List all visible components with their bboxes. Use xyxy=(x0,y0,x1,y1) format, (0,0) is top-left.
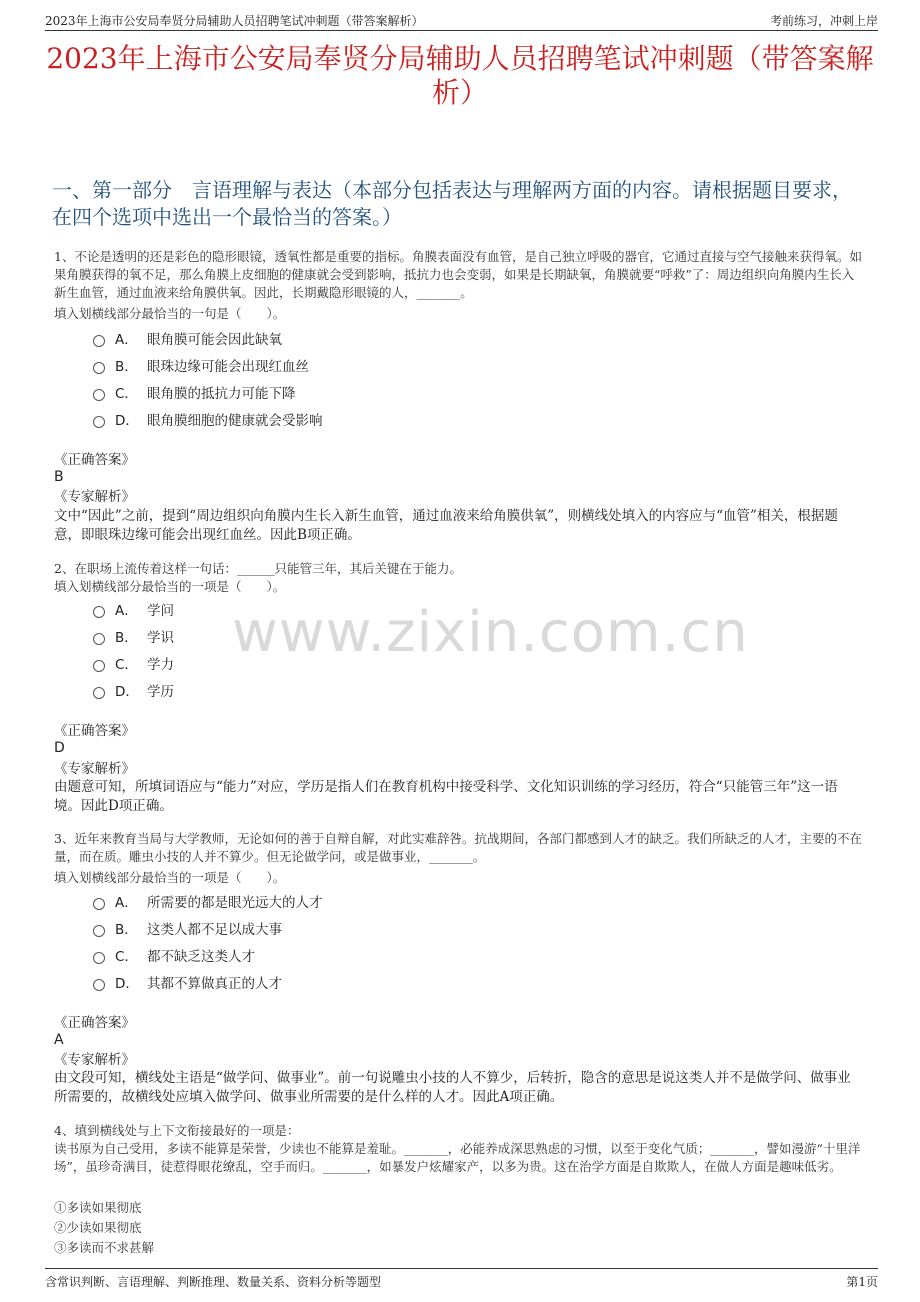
header-slogan: 考前练习，冲刺上岸 xyxy=(769,14,878,28)
radio-icon[interactable] xyxy=(93,979,105,991)
question-1-option-c[interactable] xyxy=(93,382,296,402)
question-1-option-b[interactable] xyxy=(93,355,309,375)
radio-icon[interactable] xyxy=(93,362,105,374)
radio-icon[interactable] xyxy=(93,898,105,910)
option-letter: C． xyxy=(115,949,138,965)
question-3-option-d[interactable] xyxy=(93,972,282,992)
question-3-answer: A xyxy=(54,1032,64,1048)
option-text: 这类人都不足以成大事 xyxy=(147,922,282,938)
question-2-stem: 2、在职场上流传着这样一句话：______只能管三年，其后关键在于能力。 xyxy=(54,561,462,576)
option-text: 眼角膜细胞的健康就会受影响 xyxy=(147,413,323,429)
question-1-analysis-label: 《专家解析》 xyxy=(54,489,135,505)
question-2-option-c[interactable] xyxy=(93,653,174,673)
question-4-item-3: ③多读而不求甚解 xyxy=(54,1240,155,1255)
question-4-passage: 读书原为自己受用，多读不能算是荣誉，少读也不能算是羞耻。_______，必能养成深思熟虑的习惯，以至于变化气质；_______，譬如漫游“十里洋场”，虽珍奇满目，徒惹得眼花缭乱，空手而归。_______，如暴发户炫耀家产，以多为贵。这在治学方面是自欺欺人，在做人方面是趣味低劣。 xyxy=(54,1141,861,1174)
question-3-analysis: 由文段可知，横线处主语是“做学问、做事业”。前一句说雕虫小技的人不算少，后转折，隐含的意思是说这类人并不是做学问、做事业所需要的，故横线处应填入做学问、做事业所需要的是什么样的人才。因此A项正确。 xyxy=(54,1070,851,1105)
question-1-option-d[interactable] xyxy=(93,409,323,429)
question-2-analysis: 由题意可知，所填词语应与“能力”对应，学历是指人们在教育机构中接受科学、文化知识训练的学习经历，符合“只能管三年”这一语境。因此D项正确。 xyxy=(54,779,838,814)
radio-icon[interactable] xyxy=(93,660,105,672)
option-text: 其都不算做真正的人才 xyxy=(147,976,282,992)
option-letter: D． xyxy=(115,684,139,700)
footer-description: 含常识判断、言语理解、判断推理、数量关系、资料分析等题型 xyxy=(45,1275,382,1289)
question-1-option-a[interactable] xyxy=(93,328,282,348)
radio-icon[interactable] xyxy=(93,606,105,618)
header-doc-title: 2023年上海市公安局奉贤分局辅助人员招聘笔试冲刺题（带答案解析） xyxy=(45,14,424,28)
radio-icon[interactable] xyxy=(93,952,105,964)
question-3-stem: 3、近年来教育当局与大学教师，无论如何的善于自辩自解，对此实难辞咎。抗战期间，各部门都感到人才的缺乏。我们所缺乏的人才，主要的不在量，而在质。雕虫小技的人并不算少。但无论做学问，或是做事业，_______。 xyxy=(54,831,862,864)
question-3-option-c[interactable] xyxy=(93,945,255,965)
question-4-item-1: ①多读如果彻底 xyxy=(54,1200,142,1215)
option-text: 所需要的都是眼光远大的人才 xyxy=(147,895,323,911)
option-letter: B． xyxy=(115,359,138,375)
question-3-option-a[interactable] xyxy=(93,891,323,911)
radio-icon[interactable] xyxy=(93,633,105,645)
question-1-answer-label: 《正确答案》 xyxy=(54,452,135,468)
question-3-analysis-label: 《专家解析》 xyxy=(54,1052,135,1068)
radio-icon[interactable] xyxy=(93,687,105,699)
option-letter: B． xyxy=(115,630,138,646)
question-2-option-b[interactable] xyxy=(93,626,174,646)
question-2-analysis-label: 《专家解析》 xyxy=(54,761,135,777)
option-text: 学历 xyxy=(147,684,174,700)
option-text: 学力 xyxy=(147,657,174,673)
question-2-option-d[interactable] xyxy=(93,680,174,700)
section-heading: 一、第一部分 言语理解与表达（本部分包括表达与理解两方面的内容。请根据题目要求，在四个选项中选出一个最恰当的答案。） xyxy=(52,178,852,229)
option-letter: A． xyxy=(115,895,138,911)
option-text: 都不缺乏这类人才 xyxy=(147,949,255,965)
question-3-prompt: 填入划横线部分最恰当的一项是（ ）。 xyxy=(54,870,286,885)
question-4-stem: 4、填到横线处与上下文衔接最好的一项是： xyxy=(54,1123,300,1138)
radio-icon[interactable] xyxy=(93,389,105,401)
radio-icon[interactable] xyxy=(93,925,105,937)
question-4-item-2: ②少读如果彻底 xyxy=(54,1220,142,1235)
radio-icon[interactable] xyxy=(93,416,105,428)
option-text: 学问 xyxy=(147,603,174,619)
option-letter: C． xyxy=(115,386,138,402)
question-2-answer-label: 《正确答案》 xyxy=(54,723,135,739)
page-number: 第1页 xyxy=(846,1275,878,1289)
option-letter: D． xyxy=(115,976,139,992)
option-text: 学识 xyxy=(147,630,174,646)
option-letter: A． xyxy=(115,332,138,348)
question-1-answer: B xyxy=(54,469,64,485)
watermark: www.zixin.com.cn xyxy=(232,600,749,665)
option-letter: D． xyxy=(115,413,139,429)
option-text: 眼珠边缘可能会出现红血丝 xyxy=(147,359,309,375)
question-2-prompt: 填入划横线部分最恰当的一项是（ ）。 xyxy=(54,579,286,594)
running-header xyxy=(45,10,878,31)
question-1-stem: 1、不论是透明的还是彩色的隐形眼镜，透氧性都是重要的指标。角膜表面没有血管，是自己独立呼吸的器官，它通过直接与空气接触来获得氧。如果角膜获得的氧不足，那么角膜上皮细胞的健康就会受到影响，抵抗力也会变弱，如果是长期缺氧，角膜就要“呼救”了：周边组织向角膜内生长入新生血管，通过血液来给角膜供氧。因此，长期戴隐形眼镜的人，_______。 xyxy=(54,249,862,300)
question-3-option-b[interactable] xyxy=(93,918,282,938)
question-2-answer: D xyxy=(54,740,65,756)
page-title: 2023年上海市公安局奉贤分局辅助人员招聘笔试冲刺题（带答案解析） xyxy=(46,42,874,109)
option-letter: C． xyxy=(115,657,138,673)
question-2-option-a[interactable] xyxy=(93,599,174,619)
option-text: 眼角膜的抵抗力可能下降 xyxy=(147,386,296,402)
radio-icon[interactable] xyxy=(93,335,105,347)
question-1-analysis: 文中“因此”之前，提到“周边组织向角膜内生长入新生血管，通过血液来给角膜供氧”，则横线处填入的内容应与“血管”相关，根据题意，即眼珠边缘可能会出现红血丝。因此B项正确。 xyxy=(54,508,838,543)
option-letter: A． xyxy=(115,603,138,619)
question-3-answer-label: 《正确答案》 xyxy=(54,1015,135,1031)
question-1-prompt: 填入划横线部分最恰当的一句是（ ）。 xyxy=(54,306,286,321)
option-text: 眼角膜可能会因此缺氧 xyxy=(147,332,282,348)
page-footer xyxy=(45,1268,878,1291)
option-letter: B． xyxy=(115,922,138,938)
